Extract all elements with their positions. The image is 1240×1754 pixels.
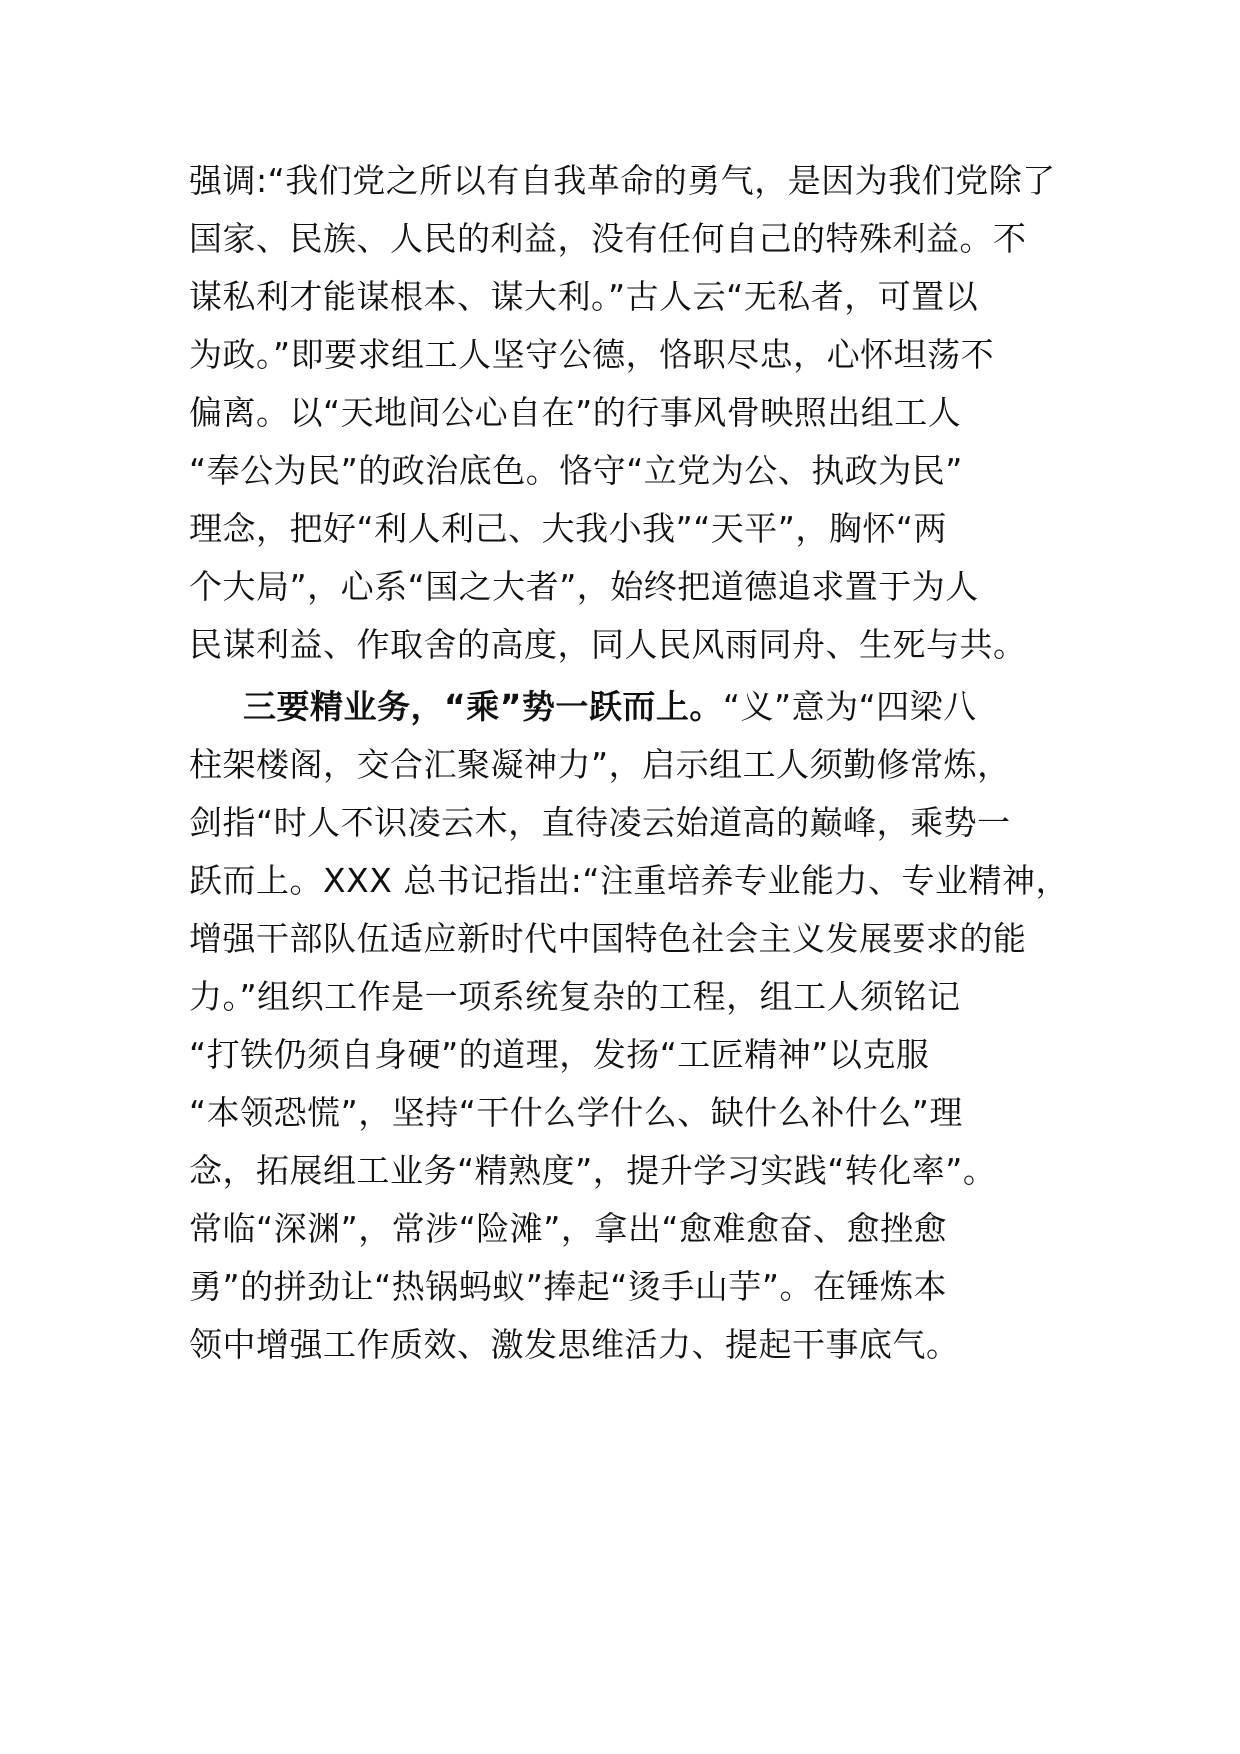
section-line-3: 剑指“时人不识凌云木，直待凌云始道高的巅峰，乘势一 bbox=[189, 803, 1011, 842]
section-line-12: 领中增强工作质效、激发思维活力、提起干事底气。 bbox=[189, 1325, 960, 1364]
paragraph-line-4: 为政。”即要求组工人坚守公德，恪职尽忠，心怀坦荡不 bbox=[189, 335, 995, 374]
section-line-7: “打铁仍须自身硬”的道理，发扬“工匠精神”以克服 bbox=[189, 1035, 930, 1074]
paragraph-line-6: “奉公为民”的政治底色。恪守“立党为公、执政为民” bbox=[189, 451, 963, 490]
paragraph-line-9: 民谋利益、作取舍的高度，同人民风雨同舟、生死与共。 bbox=[189, 625, 1027, 664]
section-line-2: 柱架楼阁，交合汇聚凝神力”，启示组工人须勤修常炼， bbox=[189, 745, 1011, 784]
paragraph-line-3: 谋私利才能谋根本、谋大利。”古人云“无私者，可置以 bbox=[189, 277, 979, 316]
paragraph-line-5: 偏离。以“天地间公心自在”的行事风骨映照出组工人 bbox=[189, 393, 962, 432]
paragraph-line-1: 强调:“我们党之所以有自我革命的勇气，是因为我们党除了 bbox=[189, 161, 1056, 200]
section-line-4: 跃而上。XXX 总书记指出:“注重培养专业能力、专业精神， bbox=[189, 861, 1070, 900]
paragraph-line-2: 国家、民族、人民的利益，没有任何自己的特殊利益。不 bbox=[189, 219, 1027, 258]
section-line-9: 念，拓展组工业务“精熟度”，提升学习实践“转化率”。 bbox=[189, 1151, 997, 1190]
paragraph-line-8: 个大局”，心系“国之大者”，始终把道德追求置于为人 bbox=[189, 567, 979, 606]
paragraph-line-7: 理念，把好“利人利己、大我小我”“天平”，胸怀“两 bbox=[189, 509, 947, 548]
section-first-line-text: “义”意为“四梁八 bbox=[722, 687, 977, 726]
section-line-10: 常临“深渊”，常涉“险滩”，拿出“愈难愈奋、愈挫愈 bbox=[189, 1209, 947, 1248]
section-line-5: 增强干部队伍适应新时代中国特色社会主义发展要求的能 bbox=[189, 919, 1027, 958]
section-line-8: “本领恐慌”，坚持“干什么学什么、缺什么补什么”理 bbox=[189, 1093, 963, 1132]
section-heading: 三要精业务，“乘”势一跃而上。 bbox=[243, 687, 723, 726]
section-line-6: 力。”组织工作是一项系统复杂的工程，组工人须铭记 bbox=[189, 977, 961, 1016]
section-line-11: 勇”的拼劲让“热锅蚂蚁”捧起“烫手山芋”。在锤炼本 bbox=[189, 1267, 947, 1306]
section-first-line bbox=[243, 674, 977, 740]
